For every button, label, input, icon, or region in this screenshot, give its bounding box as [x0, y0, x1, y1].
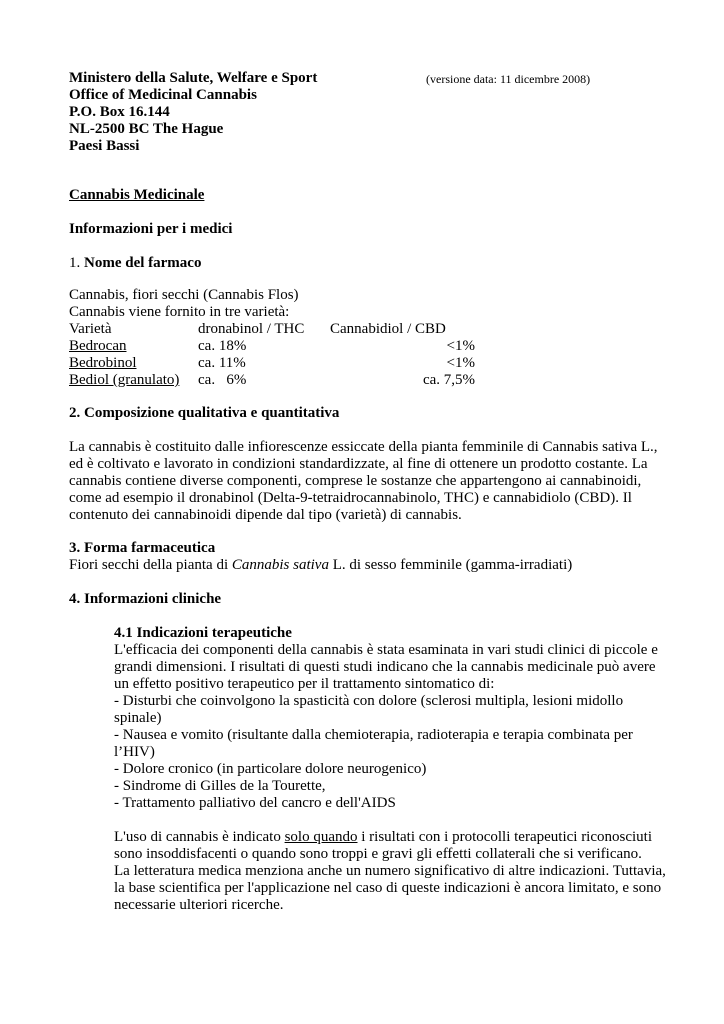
body-line: ed è coltivato e lavorato in condizioni standardizzate, al fine di ottenere un prodotto costante. La — [69, 456, 648, 472]
body-line: necessarie ulteriori ricerche. — [114, 897, 284, 913]
version-date: (versione data: 11 dicembre 2008) — [426, 72, 591, 86]
species-name: Cannabis sativa — [231, 557, 329, 573]
section-2-title: 2. Composizione qualitativa e quantitativa — [69, 405, 340, 421]
po-box: P.O. Box 16.144 — [69, 104, 170, 120]
table-row — [69, 355, 483, 372]
body-line: contenuto dei cannabinoidi dipende dal tipo (varietà) di cannabis. — [69, 507, 462, 523]
document-title: Cannabis Medicinale — [69, 187, 205, 203]
cbd-value: ca. 7,5% — [422, 372, 475, 388]
table-row — [69, 372, 483, 389]
section-1-line-2: Cannabis viene fornito in tre varietà: — [69, 304, 290, 320]
list-item: - Sindrome di Gilles de la Tourette, — [114, 778, 326, 794]
list-item: - Disturbi che coinvolgono la spasticità con dolore (sclerosi multipla, lesioni midollo — [114, 693, 624, 709]
body-line: La cannabis è costituito dalle infiorescenze essiccate della pianta femminile di Cannabis sativa L., — [69, 439, 658, 455]
thc-value: ca. 6% — [198, 372, 247, 388]
table-row — [69, 338, 483, 355]
cbd-value: <1% — [446, 355, 475, 371]
body-line: come ad esempio il dronabinol (Delta-9-tetraidrocannabinolo, THC) e cannabidiolo (CBD). Il — [69, 490, 632, 506]
table-header: Varietà — [69, 321, 112, 337]
country: Paesi Bassi — [69, 138, 140, 154]
section-4-1-body — [114, 642, 674, 812]
body-line: un effetto positivo terapeutico per il trattamento sintomatico di: — [114, 676, 495, 692]
table-header: dronabinol / THC — [198, 321, 305, 337]
section-2-body — [69, 439, 669, 524]
thc-value: ca. 11% — [198, 355, 246, 371]
body-line — [114, 829, 674, 846]
section-1-title: Nome del farmaco — [84, 255, 202, 271]
postal-city: NL-2500 BC The Hague — [69, 121, 224, 137]
variety-name-link[interactable]: Bedrocan — [69, 338, 127, 354]
section-4-1-title: 4.1 Indicazioni terapeutiche — [114, 625, 292, 641]
cbd-value: <1% — [446, 338, 475, 354]
section-3-title: 3. Forma farmaceutica — [69, 540, 216, 556]
variety-table — [69, 321, 483, 389]
office-name: Office of Medicinal Cannabis — [69, 87, 257, 103]
table-header-row — [69, 321, 483, 338]
body-line: sono insoddisfacenti o quando sono troppi e gravi gli effetti collaterali che si verificano. — [114, 846, 642, 862]
body-line: la base scientifica per l'applicazione nel caso di queste indicazioni è ancora limitato, e sono — [114, 880, 662, 896]
body-line: La letteratura medica menziona anche un numero significativo di altre indicazioni. Tuttavia, — [114, 863, 666, 879]
list-item-continuation: spinale) — [114, 710, 162, 726]
variety-name-link[interactable]: Bedrobinol — [69, 355, 137, 371]
address-block — [69, 70, 609, 155]
section-3-text — [69, 557, 669, 574]
section-4-1-paragraph-2 — [114, 829, 674, 914]
body-line: L'efficacia dei componenti della cannabis è stata esaminata in vari studi clinici di piccole e — [114, 642, 658, 658]
solo-quando-emphasis: solo quando — [284, 829, 358, 845]
section-3-text-start: Fiori secchi della pianta di — [69, 557, 232, 573]
para-text-end: i risultati con i protocolli terapeutici riconosciuti — [357, 829, 653, 845]
ministry-name: Ministero della Salute, Welfare e Sport — [69, 70, 318, 86]
thc-value: ca. 18% — [198, 338, 247, 354]
list-item: - Dolore cronico (in particolare dolore neurogenico) — [114, 761, 427, 777]
body-line: cannabis contiene diverse componenti, comprese le sostanze che appartengono ai cannabinoidi, — [69, 473, 642, 489]
section-1-heading — [69, 255, 669, 272]
body-line: grandi dimensioni. I risultati di questi studi indicano che la cannabis medicinale può avere — [114, 659, 656, 675]
table-header: Cannabidiol / CBD — [330, 321, 446, 337]
variety-name-link[interactable]: Bediol (granulato) — [69, 372, 180, 388]
list-item: - Nausea e vomito (risultante dalla chemioterapia, radioterapia e terapia combinata per — [114, 727, 633, 743]
section-4-title: 4. Informazioni cliniche — [69, 591, 222, 607]
document-subtitle: Informazioni per i medici — [69, 221, 233, 237]
para-text-start: L'uso di cannabis è indicato — [114, 829, 285, 845]
list-item: - Trattamento palliativo del cancro e dell'AIDS — [114, 795, 396, 811]
list-item-continuation: l’HIV) — [114, 744, 155, 760]
section-1-number: 1. — [69, 255, 81, 271]
section-3-text-end: L. di sesso femminile (gamma-irradiati) — [328, 557, 573, 573]
section-1-line-1: Cannabis, fiori secchi (Cannabis Flos) — [69, 287, 299, 303]
